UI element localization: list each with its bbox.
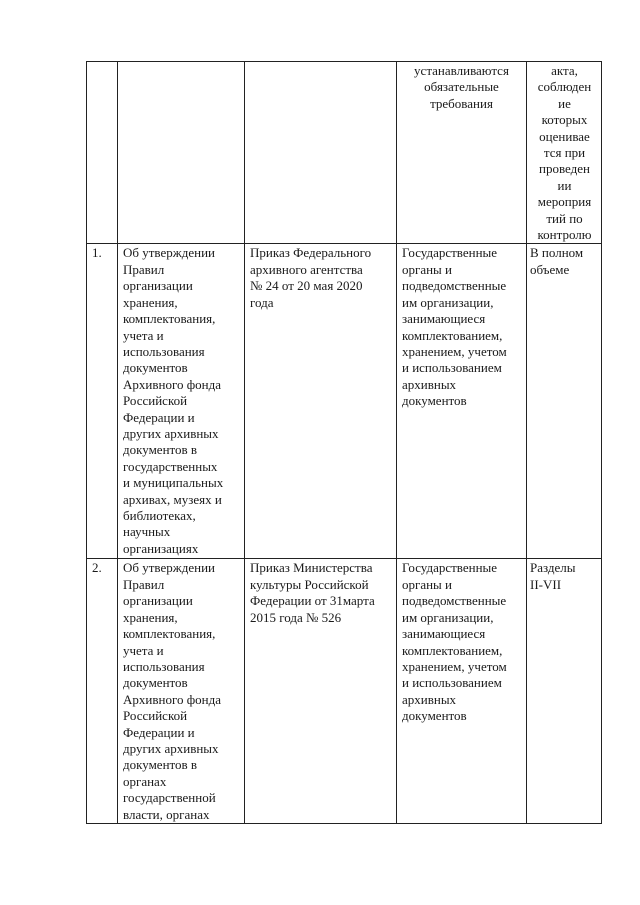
table-row-continued (87, 62, 602, 244)
subjects-cell: Государственные органы и подведомственные им организации, занимающиеся комплектованием, хранением, учетом и использованием архивных документов (397, 559, 527, 824)
number-cell: 2. (87, 559, 118, 824)
structural-units-cell: Разделы II-VII (527, 559, 602, 824)
table-row (87, 559, 602, 824)
subjects-cell: Государственные органы и подведомственные им организации, занимающиеся комплектованием, хранением, учетом и использованием архивных документов (397, 244, 527, 559)
act-cell: Приказ Министерства культуры Российской Федерации от 31марта 2015 года № 526 (245, 559, 397, 824)
title-cell: Об утверждении Правил организации хранения, комплектования, учета и использования документов Архивного фонда Российской Федерации и других архивных документов в органах государственной власти, органах (118, 559, 245, 824)
act-cell (245, 62, 397, 244)
requirements-table (86, 61, 602, 824)
number-cell (87, 62, 118, 244)
table-row (87, 244, 602, 559)
act-cell: Приказ Федерального архивного агентства № 24 от 20 мая 2020 года (245, 244, 397, 559)
title-cell: Об утверждении Правил организации хранения, комплектования, учета и использования документов Архивного фонда Российской Федерации и других архивных документов в государственных и муниципальных архивах, музеях и библиотеках, научных организациях (118, 244, 245, 559)
number-cell: 1. (87, 244, 118, 559)
subjects-cell: устанавливаются обязательные требования (397, 62, 527, 244)
title-cell (118, 62, 245, 244)
structural-units-cell: акта, соблюден ие которых оценивае тся при проведен ии мероприя тий по контролю (527, 62, 602, 244)
structural-units-cell: В полном объеме (527, 244, 602, 559)
